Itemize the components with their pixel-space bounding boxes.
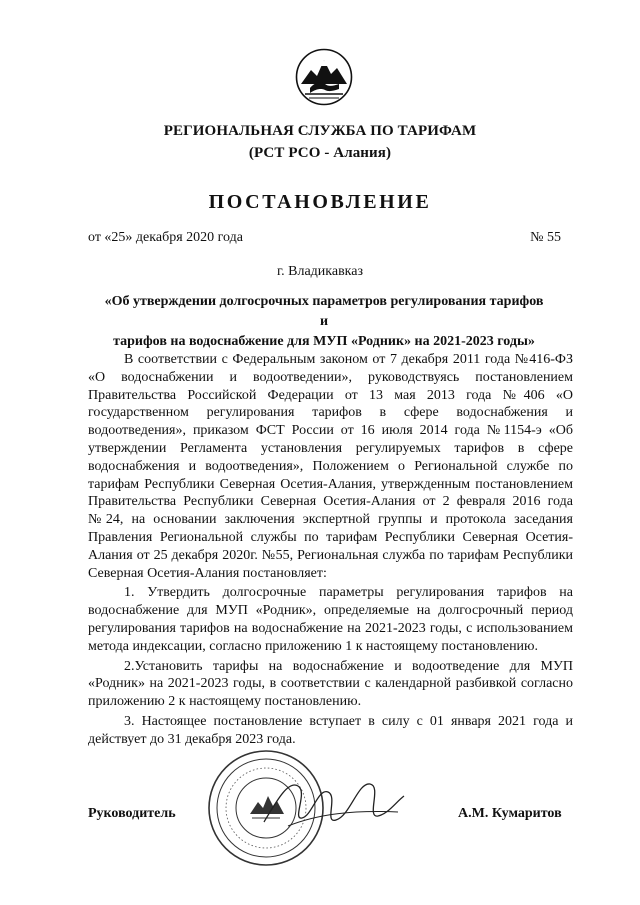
signatory-position: Руководитель [88,806,176,821]
body-paragraph-item-2: 2.Установить тарифы на водоснабжение и водоотведение для МУП «Родник» на 2021-2023 годы, в соответствии с календарной разбивкой согласно приложению 2 к настоящему постановлению. [88,658,573,710]
body-paragraph-preamble: В соответствии с Федеральным законом от 7 декабря 2011 года №416-ФЗ «О водоснабжении и водоотведении», руководствуясь постановлением Правительства Российской Федерации от 13 мая 2013 года №406 «О государственном регулирования тарифов в сфере водоснабжения и водоотведения», приказом ФСТ России от 16 июля 2014 года №1154-э «Об утверждении Регламента установления регулируемых тарифов в сфере водоснабжения и водоотведения», Положением о Региональной службе по тарифам Республики Северная Осетия-Алания, утвержденным постановлением Правительства Республики Северная Осетия-Алания от 2 февраля 2016 года №24, на основании заключения экспертной группы и протокола заседания Правления Региональной службы по тарифам Республики Северная Осетия-Алания от 25 декабря 2020г. №55, Региональная служба по тарифам Республики Северная Осетия-Алания постановляет: [88,352,573,581]
document-number: № 55 [530,230,561,245]
subject-line-2: тарифов на водоснабжение для МУП «Родник» на 2021-2023 годы» [113,334,535,349]
body-paragraph-item-3: 3. Настоящее постановление вступает в силу с 01 января 2021 года и действует до 31 декабря 2023 года. [88,713,573,747]
signatory-name: А.М. Кумаритов [458,806,562,821]
document-subject [100,292,548,352]
document-body [88,351,573,749]
subject-line-1: «Об утверждении долгосрочных параметров регулирования тарифов и [104,294,544,329]
handwritten-signature [258,762,408,842]
document-type-title: ПОСТАНОВЛЕНИЕ [208,191,432,213]
document-date: от «25» декабря 2020 года [88,230,243,245]
organization-name: РЕГИОНАЛЬНАЯ СЛУЖБА ПО ТАРИФАМ [163,123,477,139]
coat-of-arms-icon [295,48,353,106]
body-paragraph-item-1: 1. Утвердить долгосрочные параметры регулирования тарифов на водоснабжение для МУП «Родник», определяемые на долгосрочный период регулирования тарифов на водоснабжение на 2021-2023 годы, с использованием метода индексации, согласно приложению 1 к настоящему постановлению. [88,585,573,654]
document-city: г. Владикавказ [276,264,364,279]
organization-abbreviation: (РСТ РСО - Алания) [248,145,392,161]
